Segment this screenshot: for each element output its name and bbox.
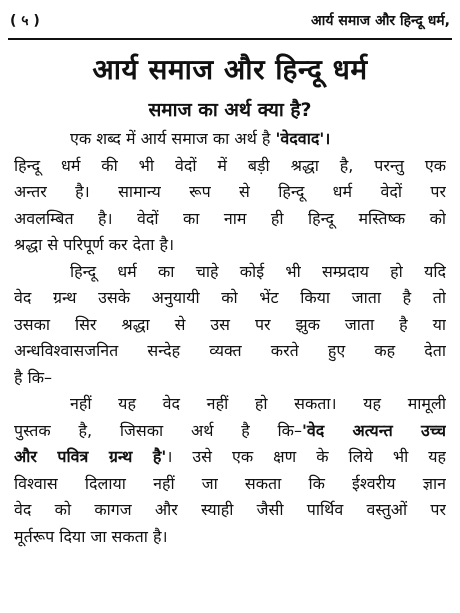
paragraph-3-line-5: वेद को कागज और स्याही जैसी पार्थिव वस्तुओं पर: [14, 500, 446, 519]
chapter-title: आर्य समाज और हिन्दू धर्म: [92, 53, 368, 86]
running-header: [10, 6, 450, 34]
bold-quote: 'वेद अत्यन्त उच्च: [301, 420, 446, 440]
paragraph-1-line-5: श्रद्धा से परिपूर्ण कर देता है।: [14, 235, 175, 254]
header-rule: [8, 38, 452, 40]
paragraph-1-line-4: अवलम्बित है। वेदों का नाम ही हिन्दू मस्तिष्क को: [14, 208, 446, 228]
text-run: एक शब्द में आर्य समाज का अर्थ है: [70, 129, 276, 148]
paragraph-3-line-2: [14, 418, 446, 445]
text-run: । उसे एक क्षण के लिये भी यह: [166, 447, 446, 466]
bold-quote: और पवित्र ग्रन्थ है': [14, 447, 167, 466]
body-text: [14, 126, 446, 550]
paragraph-1-line-1: [14, 126, 446, 153]
paragraph-1-line-3: अन्तर है। सामान्य रूप से हिन्दू धर्म वेदों पर: [14, 182, 446, 201]
paragraph-2-line-5: है कि–: [14, 367, 53, 387]
paragraph-3-line-4: विश्वास दिलाया नहीं जा सकता कि ईश्वरीय ज्ञान: [14, 473, 446, 493]
paragraph-2-line-4: अन्धविश्वासजनित सन्देह व्यक्त करते हुए कह देता: [14, 341, 446, 360]
paragraph-3-line-6: मूर्तरूप दिया जा सकता है।: [14, 526, 168, 546]
page-number: ( ५ ): [10, 12, 40, 29]
bold-term: 'वेदवाद'।: [275, 129, 331, 148]
paragraph-2-line-3: उसका सिर श्रद्धा से उस पर झुक जाता है या: [14, 314, 446, 334]
paragraph-2-line-1: हिन्दू धर्म का चाहे कोई भी सम्प्रदाय हो यदि: [70, 261, 446, 281]
running-title: आर्य समाज और हिन्दू धर्म,: [311, 12, 450, 29]
paragraph-3-line-3: [14, 444, 446, 471]
paragraph-3-line-1: नहीं यह वेद नहीं हो सकता। यह मामूली: [70, 394, 446, 413]
paragraph-1-line-2: हिन्दू धर्म की भी वेदों में बड़ी श्रद्धा है, परन्तु एक: [14, 155, 446, 175]
text-run: पुस्तक है, जिसका अर्थ है कि–: [14, 420, 302, 440]
paragraph-2-line-2: वेद ग्रन्थ उसके अनुयायी को भेंट किया जाता है तो: [14, 288, 446, 307]
section-heading: समाज का अर्थ क्या है?: [148, 99, 312, 121]
